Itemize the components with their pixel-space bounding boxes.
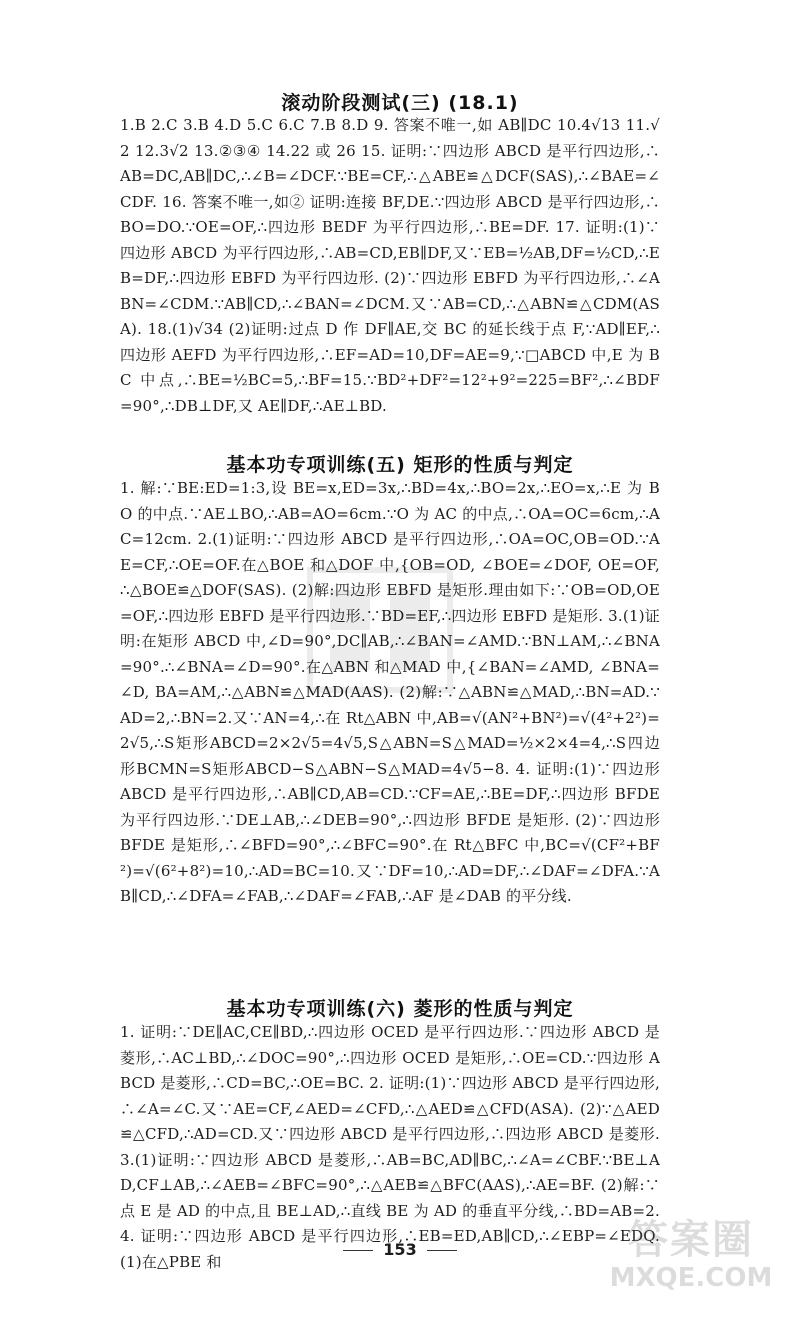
page-number-text: 153 <box>383 1240 417 1259</box>
section-body-rolling-test-3: 1.B 2.C 3.B 4.D 5.C 6.C 7.B 8.D 9. 答案不唯一,如 AB∥DC 10.4√13 11.√2 12.3√2 13.②③④ 14.22 或 26 15. 证明:∵四边形 ABCD 是平行四边形,∴AB=DC,AB∥DC,∴∠B=∠DCF.∵BE=CF,∴△ABE≌△DCF(SAS),∴∠BAE=∠CDF. 16. 答案不唯一,如② 证明:连接 BF,DE.∵四边形 ABCD 是平行四边形,∴BO=DO.∵OE=OF,∴四边形 BEDF 为平行四边形,∴BE=DF. 17. 证明:(1)∵四边形 ABCD 为平行四边形,∴AB=CD,EB∥DF,又∵EB=½AB,DF=½CD,∴EB=DF,∴四边形 EBFD 为平行四边形. (2)∵四边形 EBFD 为平行四边形,∴∠ABN=∠CDM.∵AB∥CD,∴∠BAN=∠DCM.又∵AB=CD,∴△ABN≌△CDM(ASA). 18.(1)√34 (2)证明:过点 D 作 DF∥AE,交 BC 的延长线于点 F,∵AD∥EF,∴四边形 AEFD 为平行四边形,∴EF=AD=10,DF=AE=9,∵□ABCD 中,E 为 BC 中点,∴BE=½BC=5,∴BF=15.∵BD²+DF²=12²+9²=225=BF²,∴∠BDF=90°,∴DB⊥DF,又 AE∥DF,∴AE⊥BD. <box>120 116 660 415</box>
section-body-training-6: 1. 证明:∵DE∥AC,CE∥BD,∴四边形 OCED 是平行四边形.∵四边形 ABCD 是菱形,∴AC⊥BD,∴∠DOC=90°,∴四边形 OCED 是矩形,∴OE=CD.∵四边形 ABCD 是菱形,∴CD=BC,∴OE=BC. 2. 证明:(1)∵四边形 ABCD 是平行四边形,∴∠A=∠C.又∵AE=CF,∠AED=∠CFD,∴△AED≌△CFD(ASA). (2)∵△AED≌△CFD,∴AD=CD.又∵四边形 ABCD 是平行四边形,∴四边形 ABCD 是菱形. 3.(1)证明:∵四边形 ABCD 是菱形,∴AB=BC,AD∥BC,∴∠A=∠CBF.∵BE⊥AD,CF⊥AB,∴∠AEB=∠BFC=90°,∴△AEB≌△BFC(AAS),∴AE=BF. (2)解:∵点 E 是 AD 的中点,且 BE⊥AD,∴直线 BE 为 AD 的垂直平分线,∴BD=AB=2. 4. 证明:∵四边形 ABCD 是平行四边形,∴EB=ED,AB∥CD,∴∠EBP=∠EDQ.(1)在△PBE 和 <box>120 1023 660 1271</box>
section-heading-training-5: 基本功专项训练(五) 矩形的性质与判定 <box>226 454 574 476</box>
page-number-dash-left <box>343 1250 373 1251</box>
watermark-url-text: MXQE.COM <box>609 1263 773 1293</box>
section-heading-training-6: 基本功专项训练(六) 菱形的性质与判定 <box>226 998 574 1020</box>
site-watermark <box>596 1217 786 1312</box>
section-heading-rolling-test-3: 滚动阶段测试(三) (18.1) <box>281 92 519 114</box>
watermark-logo-text: 答案圈 <box>628 1217 754 1263</box>
section-body-training-5: 1. 解:∵BE:ED=1:3,设 BE=x,ED=3x,∴BD=4x,∴BO=2x,∴EO=x,∴E 为 BO 的中点.∵AE⊥BO,∴AB=AO=6cm.∵O 为 AC 的中点,∴OA=OC=6cm,∴AC=12cm. 2.(1)证明:∵四边形 ABCD 是平行四边形,∴OA=OC,OB=OD.∵AE=CF,∴OE=OF.在△BOE 和△DOF 中,{OB=OD, ∠BOE=∠DOF, OE=OF,∴△BOE≌△DOF(SAS). (2)解:四边形 EBFD 是矩形.理由如下:∵OB=OD,OE=OF,∴四边形 EBFD 是平行四边形.∵BD=EF,∴四边形 EBFD 是矩形. 3.(1)证明:在矩形 ABCD 中,∠D=90°,DC∥AB,∴∠BAN=∠AMD.∵BN⊥AM,∴∠BNA=90°.∴∠BNA=∠D=90°.在△ABN 和△MAD 中,{∠BAN=∠AMD, ∠BNA=∠D, BA=AM,∴△ABN≌△MAD(AAS). (2)解:∵△ABN≌△MAD,∴BN=AD.∵AD=2,∴BN=2.又∵AN=4,∴在 Rt△ABN 中,AB=√(AN²+BN²)=√(4²+2²)=2√5,∴S矩形ABCD=2×2√5=4√5,S△ABN=S△MAD=½×2×4=4,∴S四边形BCMN=S矩形ABCD−S△ABN−S△MAD=4√5−8. 4. 证明:(1)∵四边形 ABCD 是平行四边形,∴AB∥CD,AB=CD.∵CF=AE,∴BE=DF,∴四边形 BFDE 为平行四边形.∵DE⊥AB,∴∠DEB=90°,∴四边形 BFDE 是矩形. (2)∵四边形 BFDE 是矩形,∴∠BFD=90°,∴∠BFC=90°.在 Rt△BFC 中,BC=√(CF²+BF²)=√(6²+8²)=10,∴AD=BC=10.又∵DF=10,∴AD=DF,∴∠DAF=∠DFA.∵AB∥CD,∴∠DFA=∠FAB,∴∠DAF=∠FAB,∴AF 是∠DAB 的平分线. <box>120 479 660 905</box>
page-number-dash-right <box>427 1250 457 1251</box>
